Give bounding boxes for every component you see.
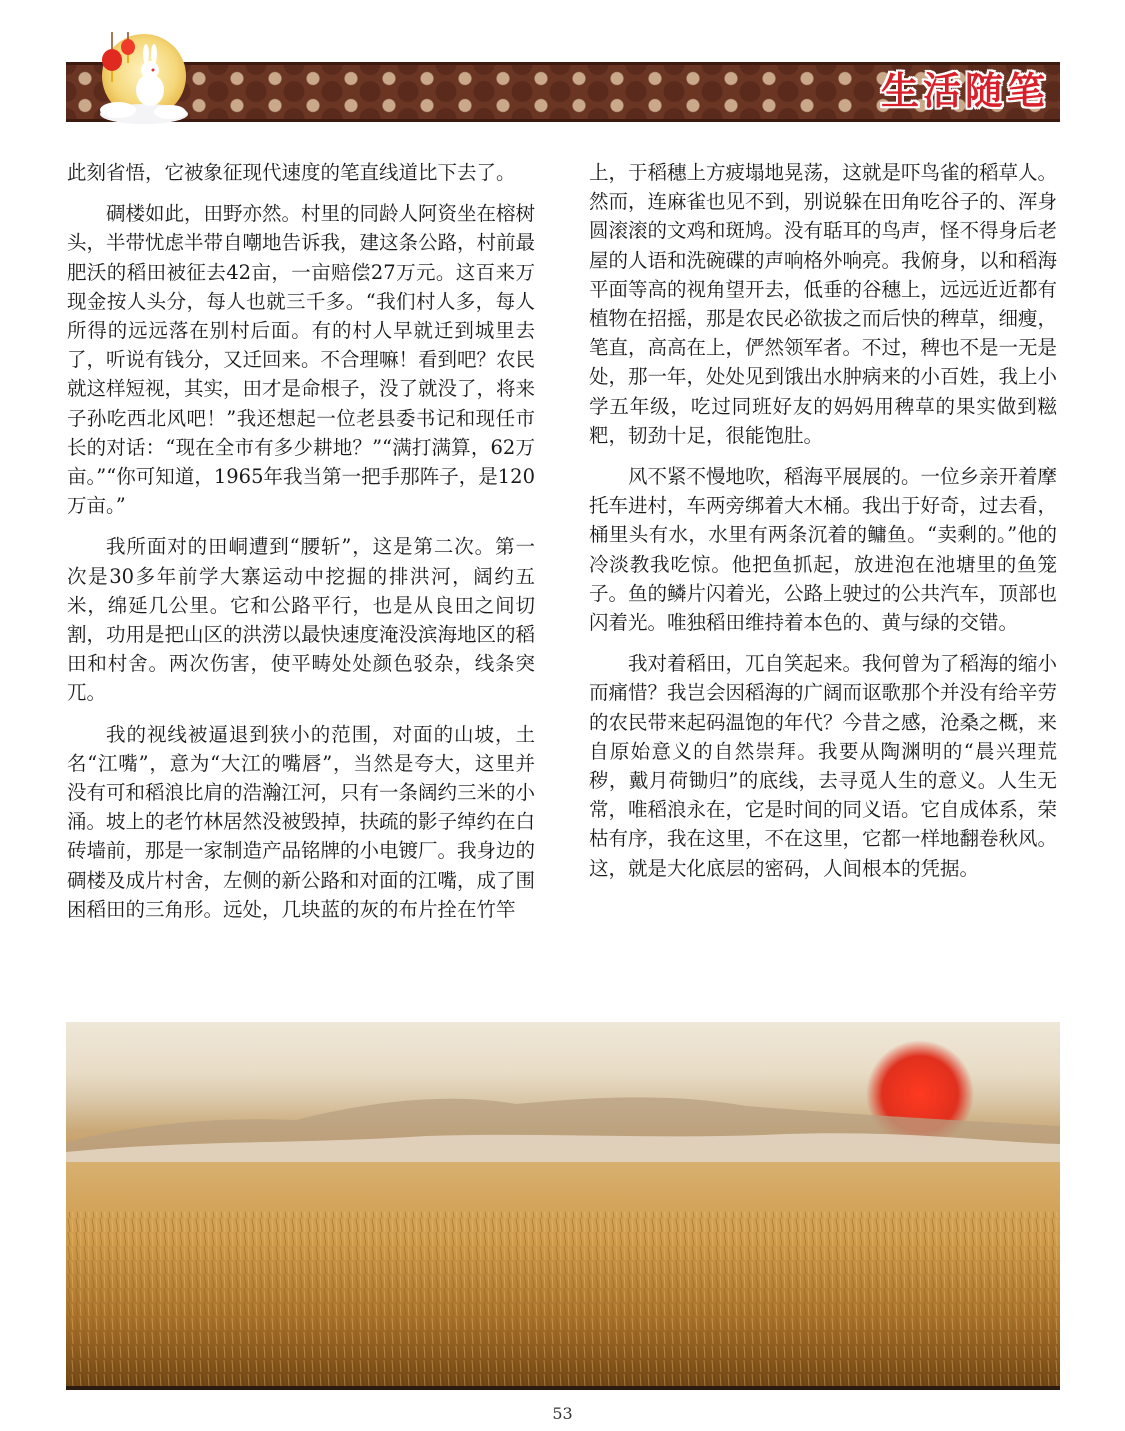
lantern-icon <box>121 39 135 55</box>
landscape-illustration <box>66 1022 1060 1386</box>
wheat-texture <box>66 1212 1060 1386</box>
cloud-shape <box>100 102 136 118</box>
paragraph: 我的视线被逼退到狭小的范围，对面的山坡，土名“江嘴”，意为“大江的嘴唇”，当然是夸大，这里并没有可和稻浪比肩的浩瀚江河，只有一条阔约三米的小涌。坡上的老竹林居然没被毁掉，扶疏的影子绰约在白砖墙前，那是一家制造产品铭牌的小电镀厂。我身边的碉楼及成片村舍，左侧的新公路和对面的江嘴，成了围困稻田的三角形。远处，几块蓝的灰的布片拴在竹竿 <box>67 722 536 921</box>
paragraph: 此刻省悟，它被象征现代速度的笔直线道比下去了。 <box>67 161 516 184</box>
page-number: 53 <box>552 1404 573 1423</box>
lantern-icon <box>102 49 122 71</box>
paragraph: 上，于稻穗上方疲塌地晃荡，这就是吓鸟雀的稻草人。然而，连麻雀也见不到，别说躲在田角吃谷子的、浑身圆滚滚的文鸡和斑鸠。没有聒耳的鸟声，怪不得身后老屋的人语和洗碗碟的声响格外响亮。我俯身，以和稻海平面等高的视角望开去，低垂的谷穗上，远远近近都有植物在招摇，那是农民必欲拔之而后快的稗草，细瘦，笔直，高高在上，俨然领军者。不过，稗也不是一无是处，那一年，处处见到饿出水肿病来的小百姓，我上小学五年级，吃过同班好友的妈妈用稗草的果实做到糍粑，韧劲十足，很能饱肚。 <box>589 161 1058 447</box>
paragraph: 碉楼如此，田野亦然。村里的同龄人阿资坐在榕树头，半带忧虑半带自嘲地告诉我，建这条公路，村前最肥沃的稻田被征去42亩，一亩赔偿27万元。这百来万现金按人头分，每人也就三千多。“我们村人多，每人所得的远远落在别村后面。有的村人早就迁到城里去了，听说有钱分，又迁回来。不合理嘛！看到吧？农民就这样短视，其实，田才是命根子，没了就没了，将来子孙吃西北风吧！”我还想起一位老县委书记和现任市长的对话：“现在全市有多少耕地？”“满打满算，62万亩。”“你可知道，1965年我当第一把手那阵子，是120万亩。” <box>67 202 536 518</box>
moon-rabbit-emblem <box>84 30 188 130</box>
article-left-column <box>67 158 535 936</box>
section-title: 生活随笔 <box>880 68 1049 113</box>
paragraph: 风不紧不慢地吹，稻海平展展的。一位乡亲开着摩托车进村，车两旁绑着大木桶。我出于好奇，过去看，桶里头有水，水里有两条沉着的鳙鱼。“卖剩的。”他的冷淡教我吃惊。他把鱼抓起，放进泡在池塘里的鱼笼子。鱼的鳞片闪着光，公路上驶过的公共汽车，顶部也闪着光。唯独稻田维持着本色的、黄与绿的交错。 <box>589 465 1058 635</box>
article-right-column <box>589 158 1057 895</box>
rice-field-photo <box>66 1022 1060 1390</box>
paragraph: 我所面对的田峒遭到“腰斩”，这是第二次。第一次是30多年前学大寨运动中挖掘的排洪河，阔约五米，绵延几公里。它和公路平行，也是从良田之间切割，功用是把山区的洪涝以最快速度淹没滨海地区的稻田和村舍。两次伤害，使平畴处处颜色驳杂，线条突兀。 <box>67 535 536 705</box>
cloud-shape <box>154 105 186 119</box>
paragraph: 我对着稻田，兀自笑起来。我何曾为了稻海的缩小而痛惜？我岂会因稻海的广阔而讴歌那个并没有给辛劳的农民带来起码温饱的年代？今昔之感，沧桑之概，来自原始意义的自然崇拜。我要从陶渊明的“晨兴理荒秽，戴月荷锄归”的底线，去寻觅人生的意义。人生无常，唯稻浪永在，它是时间的同义语。它自成体系，荣枯有序，我在这里，不在这里，它都一样地翻卷秋风。这，就是大化底层的密码，人间根本的凭据。 <box>589 652 1058 880</box>
